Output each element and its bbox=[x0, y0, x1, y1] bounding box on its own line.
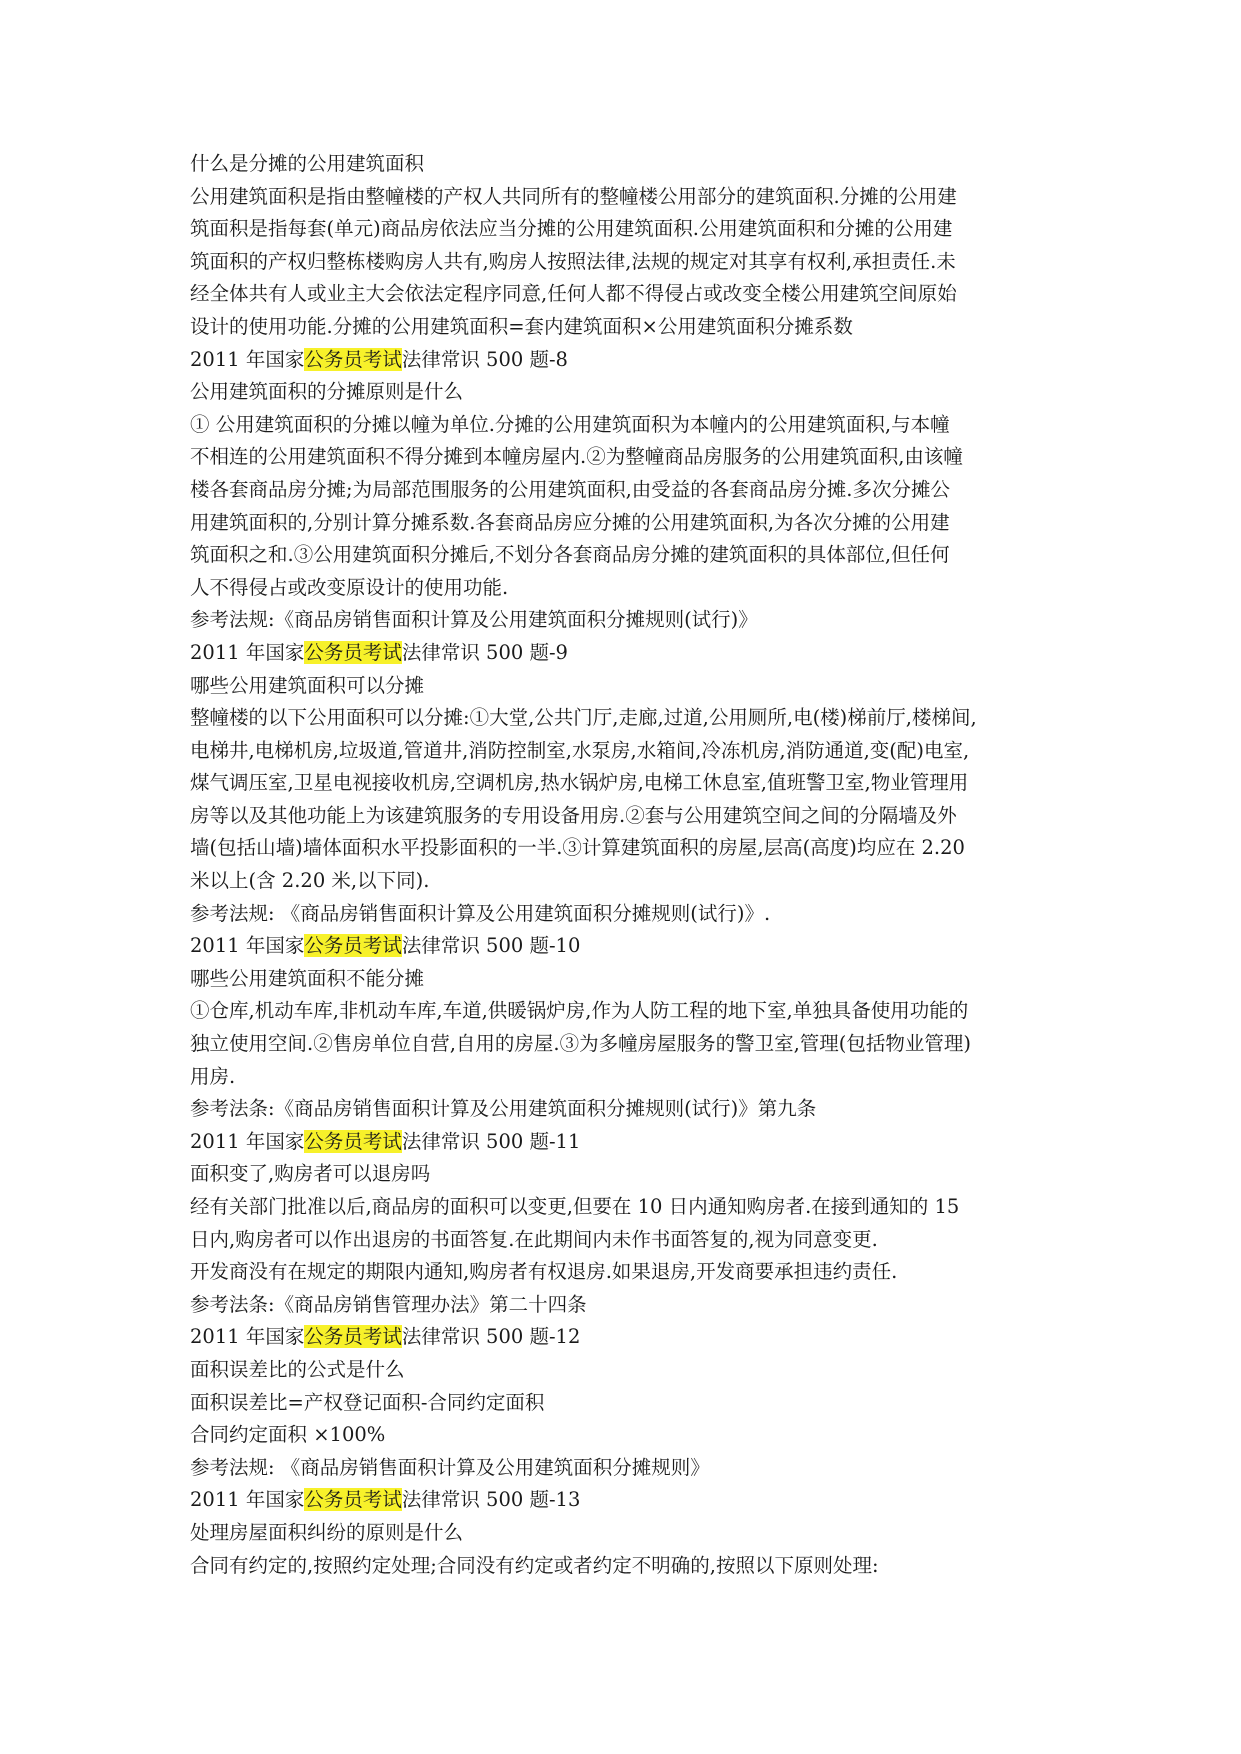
highlighted-keyword: 公务员考试 bbox=[304, 934, 402, 958]
question-prefix: 2011 年国家 bbox=[190, 640, 305, 664]
formula-line: 合同约定面积 ×100% bbox=[190, 1423, 386, 1447]
highlighted-keyword: 公务员考试 bbox=[304, 1488, 402, 1512]
highlighted-keyword: 公务员考试 bbox=[304, 640, 402, 664]
paragraph-line: ①仓库,机动车库,非机动车库,车道,供暖锅炉房,作为人防工程的地下室,单独具备使用功能的 bbox=[190, 999, 969, 1023]
section-heading: 什么是分摊的公用建筑面积 bbox=[190, 152, 425, 175]
paragraph-line: 开发商没有在规定的期限内通知,购房者有权退房.如果退房,开发商要承担违约责任. bbox=[190, 1260, 898, 1284]
question-prefix: 2011 年国家 bbox=[190, 934, 305, 958]
question-prefix: 2011 年国家 bbox=[190, 347, 305, 371]
paragraph-line: 设计的使用功能.分摊的公用建筑面积=套内建筑面积×公用建筑面积分摊系数 bbox=[190, 314, 853, 338]
highlighted-keyword: 公务员考试 bbox=[304, 1325, 402, 1349]
question-suffix: 法律常识 500 题-9 bbox=[401, 640, 568, 664]
paragraph-line: 整幢楼的以下公用面积可以分摊:①大堂,公共门厅,走廊,过道,公用厕所,电(楼)梯前厅,楼梯间, bbox=[190, 706, 977, 730]
paragraph-line: 电梯井,电梯机房,垃圾道,管道井,消防控制室,水泵房,水箱间,冷冻机房,消防通道,变(配)电室, bbox=[190, 738, 970, 762]
paragraph-line: 经全体共有人或业主大会依法定程序同意,任何人都不得侵占或改变全楼公用建筑空间原始 bbox=[190, 282, 957, 306]
question-number-line bbox=[190, 344, 1070, 377]
paragraph-line: 日内,购房者可以作出退房的书面答复.在此期间内未作书面答复的,视为同意变更. bbox=[190, 1227, 878, 1251]
paragraph-line: ① 公用建筑面积的分摊以幢为单位.分摊的公用建筑面积为本幢内的公用建筑面积,与本幢 bbox=[190, 412, 950, 436]
paragraph-line: 合同有约定的,按照约定处理;合同没有约定或者约定不明确的,按照以下原则处理: bbox=[190, 1553, 879, 1577]
question-suffix: 法律常识 500 题-11 bbox=[401, 1129, 581, 1153]
paragraph-line: 人不得侵占或改变原设计的使用功能. bbox=[190, 575, 509, 599]
question-number-line bbox=[190, 1321, 1070, 1354]
paragraph-line: 房等以及其他功能上为该建筑服务的专用设备用房.②套与公用建筑空间之间的分隔墙及外 bbox=[190, 803, 957, 827]
paragraph-line: 公用建筑面积是指由整幢楼的产权人共同所有的整幢楼公用部分的建筑面积.分摊的公用建 bbox=[190, 184, 957, 208]
section-heading: 哪些公用建筑面积可以分摊 bbox=[190, 673, 425, 697]
paragraph-line: 筑面积是指每套(单元)商品房依法应当分摊的公用建筑面积.公用建筑面积和分摊的公用建 bbox=[190, 217, 953, 241]
paragraph-line: 楼各套商品房分摊;为局部范围服务的公用建筑面积,由受益的各套商品房分摊.多次分摊公 bbox=[190, 477, 950, 501]
question-number-line bbox=[190, 930, 1070, 963]
paragraph-line: 经有关部门批准以后,商品房的面积可以变更,但要在 10 日内通知购房者.在接到通知的 15 bbox=[190, 1195, 960, 1218]
highlighted-keyword: 公务员考试 bbox=[304, 347, 402, 371]
paragraph-line: 用建筑面积的,分别计算分摊系数.各套商品房应分摊的公用建筑面积,为各次分摊的公用建 bbox=[190, 510, 950, 534]
reference-line: 参考法规: 《商品房销售面积计算及公用建筑面积分摊规则(试行)》. bbox=[190, 901, 771, 925]
paragraph-line: 用房. bbox=[190, 1064, 236, 1088]
question-suffix: 法律常识 500 题-10 bbox=[401, 934, 581, 958]
question-prefix: 2011 年国家 bbox=[190, 1488, 305, 1512]
reference-line: 参考法条:《商品房销售管理办法》第二十四条 bbox=[190, 1292, 587, 1316]
question-prefix: 2011 年国家 bbox=[190, 1325, 305, 1349]
reference-line: 参考法规: 《商品房销售面积计算及公用建筑面积分摊规则》 bbox=[190, 1455, 710, 1479]
formula-line: 面积误差比=产权登记面积-合同约定面积 bbox=[190, 1390, 545, 1414]
paragraph-line: 米以上(含 2.20 米,以下同). bbox=[190, 869, 430, 893]
question-number-line bbox=[190, 637, 1070, 670]
question-suffix: 法律常识 500 题-13 bbox=[401, 1488, 581, 1512]
reference-line: 参考法条:《商品房销售面积计算及公用建筑面积分摊规则(试行)》第九条 bbox=[190, 1097, 817, 1121]
paragraph-line: 墙(包括山墙)墙体面积水平投影面积的一半.③计算建筑面积的房屋,层高(高度)均应在 2.20 bbox=[190, 836, 965, 860]
question-number-line bbox=[190, 1484, 1070, 1517]
paragraph-line: 煤气调压室,卫星电视接收机房,空调机房,热水锅炉房,电梯工休息室,值班警卫室,物业管理用 bbox=[190, 771, 969, 795]
question-number-line bbox=[190, 1126, 1070, 1159]
section-heading: 公用建筑面积的分摊原则是什么 bbox=[190, 380, 464, 404]
section-heading: 面积误差比的公式是什么 bbox=[190, 1357, 405, 1381]
section-heading: 处理房屋面积纠纷的原则是什么 bbox=[190, 1520, 464, 1544]
question-suffix: 法律常识 500 题-8 bbox=[401, 347, 568, 371]
question-suffix: 法律常识 500 题-12 bbox=[401, 1325, 581, 1349]
paragraph-line: 不相连的公用建筑面积不得分摊到本幢房屋内.②为整幢商品房服务的公用建筑面积,由该幢 bbox=[190, 445, 963, 469]
section-heading: 面积变了,购房者可以退房吗 bbox=[190, 1162, 431, 1186]
section-heading: 哪些公用建筑面积不能分摊 bbox=[190, 966, 425, 990]
highlighted-keyword: 公务员考试 bbox=[304, 1129, 402, 1153]
document-body bbox=[190, 148, 1070, 1582]
question-prefix: 2011 年国家 bbox=[190, 1129, 305, 1153]
paragraph-line: 筑面积的产权归整栋楼购房人共有,购房人按照法律,法规的规定对其享有权利,承担责任.未 bbox=[190, 249, 956, 273]
paragraph-line: 独立使用空间.②售房单位自营,自用的房屋.③为多幢房屋服务的警卫室,管理(包括物业管理) bbox=[190, 1032, 972, 1056]
paragraph-line: 筑面积之和.③公用建筑面积分摊后,不划分各套商品房分摊的建筑面积的具体部位,但任何 bbox=[190, 543, 950, 567]
reference-line: 参考法规:《商品房销售面积计算及公用建筑面积分摊规则(试行)》 bbox=[190, 608, 758, 632]
